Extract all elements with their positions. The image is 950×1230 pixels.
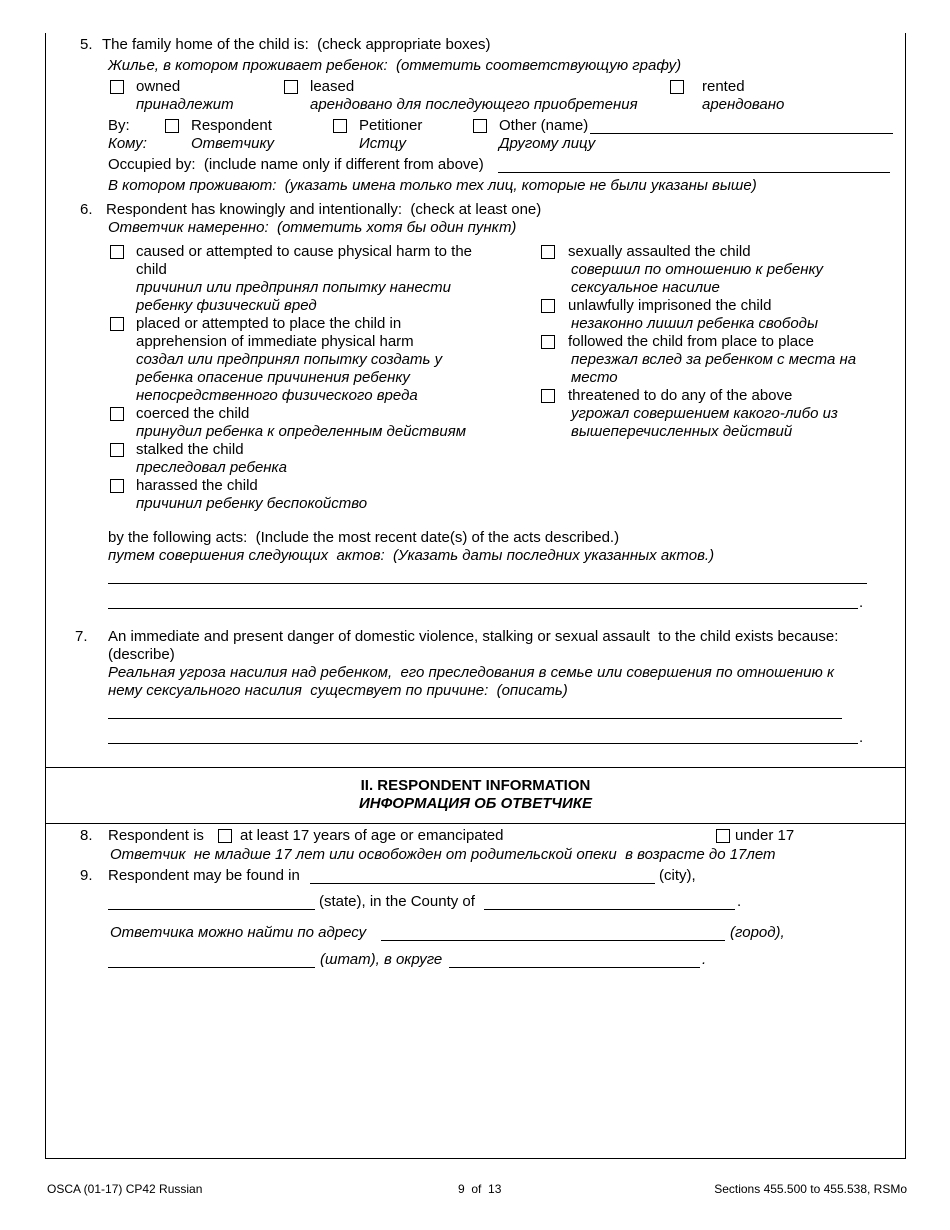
act-imprisoned	[568, 297, 856, 333]
option-rented-label-ru: арендовано	[702, 96, 785, 113]
act-threatened-text: threatened to do any of the above	[568, 387, 793, 404]
checkbox-by-other[interactable]	[473, 119, 487, 133]
part-2-title: II. RESPONDENT INFORMATION	[360, 777, 591, 794]
act-sexual-assault-text: sexually assaulted the child	[568, 243, 751, 260]
city-field[interactable]	[310, 867, 655, 884]
by-other-label: Other (name)	[499, 117, 589, 134]
act-physical-harm-text: child	[136, 261, 167, 278]
act-apprehension-text: apprehension of immediate physical harm	[136, 333, 414, 350]
item-9-prefix: Respondent may be found in	[108, 867, 300, 884]
checkbox-owned[interactable]	[110, 80, 124, 94]
act-stalked	[136, 441, 472, 477]
by-other-label-ru: Другому лицу	[499, 135, 596, 152]
footer-form-id: OSCA (01-17) CP42 Russian	[47, 1182, 203, 1196]
act-harassed-text-ru: причинил ребенку беспокойство	[136, 495, 368, 512]
act-apprehension-text-ru: создал или предпринял попытку создать у	[136, 351, 443, 368]
by-petitioner-label: Petitioner	[359, 117, 423, 134]
by-respondent-label: Respondent	[191, 117, 272, 134]
item-9-prefix-ru: Ответчика можно найти по адресу	[110, 924, 367, 941]
checkbox-followed[interactable]	[541, 335, 555, 349]
option-leased-label-ru: арендовано для последующего приобретения	[310, 96, 638, 113]
checkbox-stalked[interactable]	[110, 443, 124, 457]
act-apprehension	[136, 315, 472, 405]
age-17-or-emancipated-label: at least 17 years of age or emancipated	[240, 827, 504, 844]
item-8-prefix: Respondent is	[108, 827, 204, 844]
act-threatened-text-ru: вышеперечисленных действий	[571, 423, 793, 440]
city-label: (city),	[659, 867, 696, 884]
option-rented-label: rented	[702, 78, 745, 95]
occupied-by-label: Occupied by: (include name only if different from above)	[108, 156, 484, 173]
by-label: By:	[108, 117, 130, 134]
checkbox-age-17-or-emancipated[interactable]	[218, 829, 232, 843]
other-name-field[interactable]	[590, 117, 893, 134]
act-harassed	[136, 477, 472, 513]
option-leased-label: leased	[310, 78, 355, 95]
item-7-prompt-ru: нему сексуального насилия существует по причине: (описать)	[108, 682, 568, 699]
item-6-prompt: Respondent has knowingly and intentionally: (check at least one)	[106, 201, 542, 218]
option-owned-label-ru: принадлежит	[136, 96, 234, 113]
act-physical-harm-text: caused or attempted to cause physical harm to the	[136, 243, 473, 260]
checkbox-apprehension[interactable]	[110, 317, 124, 331]
state-field-ru[interactable]	[108, 951, 315, 968]
item-7-number: 7.	[75, 628, 88, 645]
acts-description-field[interactable]	[108, 567, 867, 584]
item-8-number: 8.	[80, 827, 93, 844]
county-period-ru: .	[702, 951, 707, 968]
checkbox-physical-harm[interactable]	[110, 245, 124, 259]
county-field-ru[interactable]	[449, 951, 700, 968]
checkbox-harassed[interactable]	[110, 479, 124, 493]
city-label-ru: (город),	[730, 924, 785, 941]
act-threatened	[568, 387, 856, 441]
county-period: .	[737, 893, 742, 910]
act-physical-harm-text-ru: причинил или предпринял попытку нанести	[136, 279, 451, 296]
act-stalked-text: stalked the child	[136, 441, 244, 458]
acts-right-column	[568, 243, 856, 441]
occupied-by-field[interactable]	[498, 156, 890, 173]
act-sexual-assault-text-ru: совершил по отношению к ребенку	[571, 261, 824, 278]
item-9-number: 9.	[80, 867, 93, 884]
part-2-title-ru: ИНФОРМАЦИЯ ОБ ОТВЕТЧИКЕ	[358, 795, 593, 812]
act-apprehension-text: placed or attempted to place the child in	[136, 315, 402, 332]
item-5-number: 5.	[80, 36, 93, 53]
by-respondent-label-ru: Ответчику	[191, 135, 275, 152]
by-label-ru: Кому:	[108, 135, 147, 152]
state-county-label: (state), in the County of	[319, 893, 475, 910]
checkbox-coerced[interactable]	[110, 407, 124, 421]
danger-description-period: .	[859, 729, 864, 746]
act-sexual-assault	[568, 243, 856, 297]
act-coerced-text-ru: принудил ребенка к определенным действиям	[136, 423, 466, 440]
item-5-prompt-ru: Жилье, в котором проживает ребенок: (отметить соответствующую графу)	[108, 57, 682, 74]
item-5-prompt: The family home of the child is: (check appropriate boxes)	[102, 36, 491, 53]
part-2-divider-bottom	[45, 823, 906, 824]
checkbox-rented[interactable]	[670, 80, 684, 94]
item-6-number: 6.	[80, 201, 93, 218]
footer-statute: Sections 455.500 to 455.538, RSMo	[714, 1182, 907, 1196]
item-7-prompt: An immediate and present danger of domestic violence, stalking or sexual assault to the child exists because:	[108, 628, 839, 645]
acts-description-field[interactable]	[108, 592, 858, 609]
state-county-label-ru: (штат), в округе	[320, 951, 443, 968]
occupied-by-label-ru: В котором проживают: (указать имена только тех лиц, которые не были указаны выше)	[108, 177, 757, 194]
option-owned-label: owned	[136, 78, 181, 95]
checkbox-under-17[interactable]	[716, 829, 730, 843]
item-8-text-ru: Ответчик не младше 17 лет или освобожден от родительской опеки в возрасте до 17лет	[110, 846, 776, 863]
act-followed-text-ru: перезжал вслед за ребенком с места на	[571, 351, 857, 368]
act-imprisoned-text-ru: незаконно лишил ребенка свободы	[571, 315, 819, 332]
act-coerced-text: coerced the child	[136, 405, 250, 422]
act-coerced	[136, 405, 472, 441]
act-harassed-text: harassed the child	[136, 477, 258, 494]
city-field-ru[interactable]	[381, 924, 725, 941]
act-followed-text: followed the child from place to place	[568, 333, 814, 350]
county-field[interactable]	[484, 893, 735, 910]
acts-left-column	[136, 243, 472, 513]
act-apprehension-text-ru: ребенка опасение причинения ребенку	[136, 369, 410, 386]
checkbox-threatened[interactable]	[541, 389, 555, 403]
act-threatened-text-ru: угрожал совершением какого-либо из	[571, 405, 838, 422]
checkbox-leased[interactable]	[284, 80, 298, 94]
act-physical-harm	[136, 243, 472, 315]
act-imprisoned-text: unlawfully imprisoned the child	[568, 297, 772, 314]
checkbox-by-respondent[interactable]	[165, 119, 179, 133]
under-17-label: under 17	[735, 827, 795, 844]
act-stalked-text-ru: преследовал ребенка	[136, 459, 287, 476]
act-physical-harm-text-ru: ребенку физический вред	[136, 297, 317, 314]
by-petitioner-label-ru: Истцу	[359, 135, 406, 152]
checkbox-by-petitioner[interactable]	[333, 119, 347, 133]
following-acts-label-ru: путем совершения следующих актов: (Указать даты последних указанных актов.)	[108, 547, 715, 564]
act-followed	[568, 333, 856, 387]
danger-description-field[interactable]	[108, 727, 858, 744]
item-6-prompt-ru: Ответчик намеренно: (отметить хотя бы один пункт)	[108, 219, 517, 236]
act-apprehension-text-ru: непосредственного физического вреда	[136, 387, 418, 404]
act-sexual-assault-text-ru: сексуальное насилие	[571, 279, 720, 296]
item-7-prompt-ru: Реальная угроза насилия над ребенком, его преследования в семье или совершения по отношению к	[108, 664, 835, 681]
acts-description-period: .	[859, 594, 864, 611]
item-7-prompt: (describe)	[108, 646, 175, 663]
footer-page-number: 9 of 13	[458, 1182, 502, 1196]
state-field[interactable]	[108, 893, 315, 910]
danger-description-field[interactable]	[108, 702, 842, 719]
checkbox-imprisoned[interactable]	[541, 299, 555, 313]
following-acts-label: by the following acts: (Include the most recent date(s) of the acts described.)	[108, 529, 620, 546]
part-2-divider-top	[45, 767, 906, 768]
checkbox-sexual-assault[interactable]	[541, 245, 555, 259]
act-followed-text-ru: место	[571, 369, 618, 386]
